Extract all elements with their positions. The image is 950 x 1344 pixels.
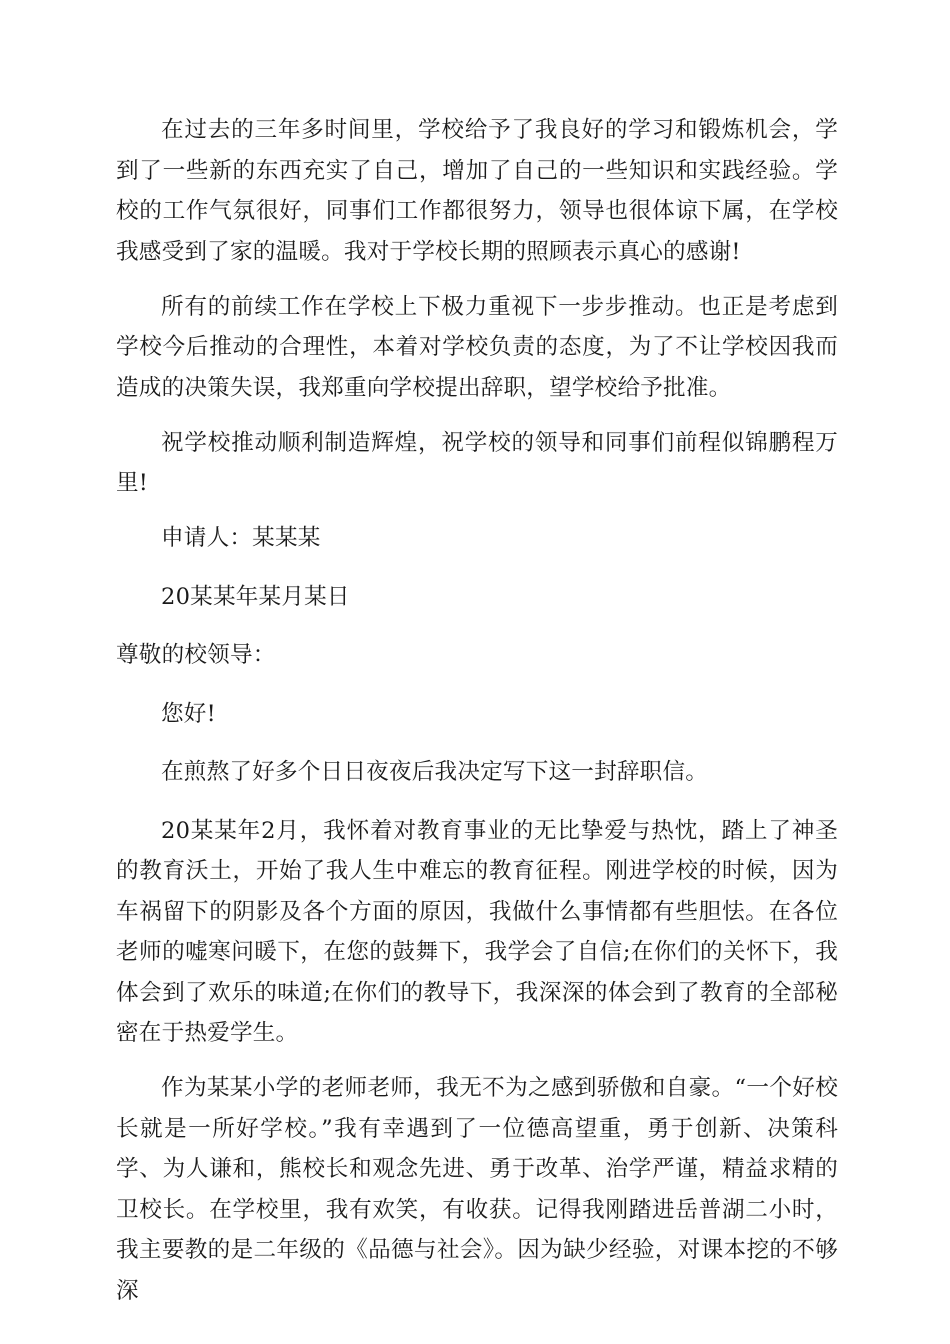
greeting: 您好! [161, 700, 216, 727]
applicant-signature: 申请人：某某某 [161, 525, 321, 551]
letter-date: 20某某年某月某日 [161, 583, 350, 610]
document-page [116, 110, 838, 1326]
paragraph-opening: 在煎熬了好多个日日夜夜后我决定写下这一封辞职信。 [161, 759, 709, 785]
paragraph-resignation-request: 所有的前续工作在学校上下极力重视下一步步推动。也正是考虑到学校今后推动的合理性，本着对学校负责的态度，为了不让学校因我而造成的决策失误，我郑重向学校提出辞职，望学校给予批准。 [116, 293, 838, 401]
paragraph-teaching-journey: 20某某年2月，我怀着对教育事业的无比挚爱与热忱，踏上了神圣的教育沃土，开始了我人生中难忘的教育征程。刚进学校的时候，因为车祸留下的阴影及各个方面的原因，我做什么事情都有些胆怯。在各位老师的嘘寒问暖下，在您的鼓舞下，我学会了自信;在你们的关怀下，我体会到了欢乐的味道;在你们的教导下，我深深的体会到了教育的全部秘密在于热爱学生。 [116, 817, 838, 1046]
paragraph-gratitude: 在过去的三年多时间里，学校给予了我良好的学习和锻炼机会，学到了一些新的东西充实了自己，增加了自己的一些知识和实践经验。学校的工作气氛很好，同事们工作都很努力，领导也很体谅下属，在学校我感受到了家的温暖。我对于学校长期的照顾表示真心的感谢! [116, 117, 838, 265]
paragraph-wishes: 祝学校推动顺利制造辉煌，祝学校的领导和同事们前程似锦鹏程万里! [116, 429, 838, 496]
salutation: 尊敬的校领导： [116, 642, 276, 668]
paragraph-school-pride: 作为某某小学的老师老师，我无不为之感到骄傲和自豪。“一个好校长就是一所好学校。”我有幸遇到了一位德高望重，勇于创新、决策科学、为人谦和，熊校长和观念先进、勇于改革、治学严谨，精益求精的卫校长。在学校里，我有欢笑，有收获。记得我刚踏进岳普湖二小时，我主要教的是二年级的《品德与社会》。因为缺少经验，对课本挖的不够深 [116, 1075, 838, 1304]
